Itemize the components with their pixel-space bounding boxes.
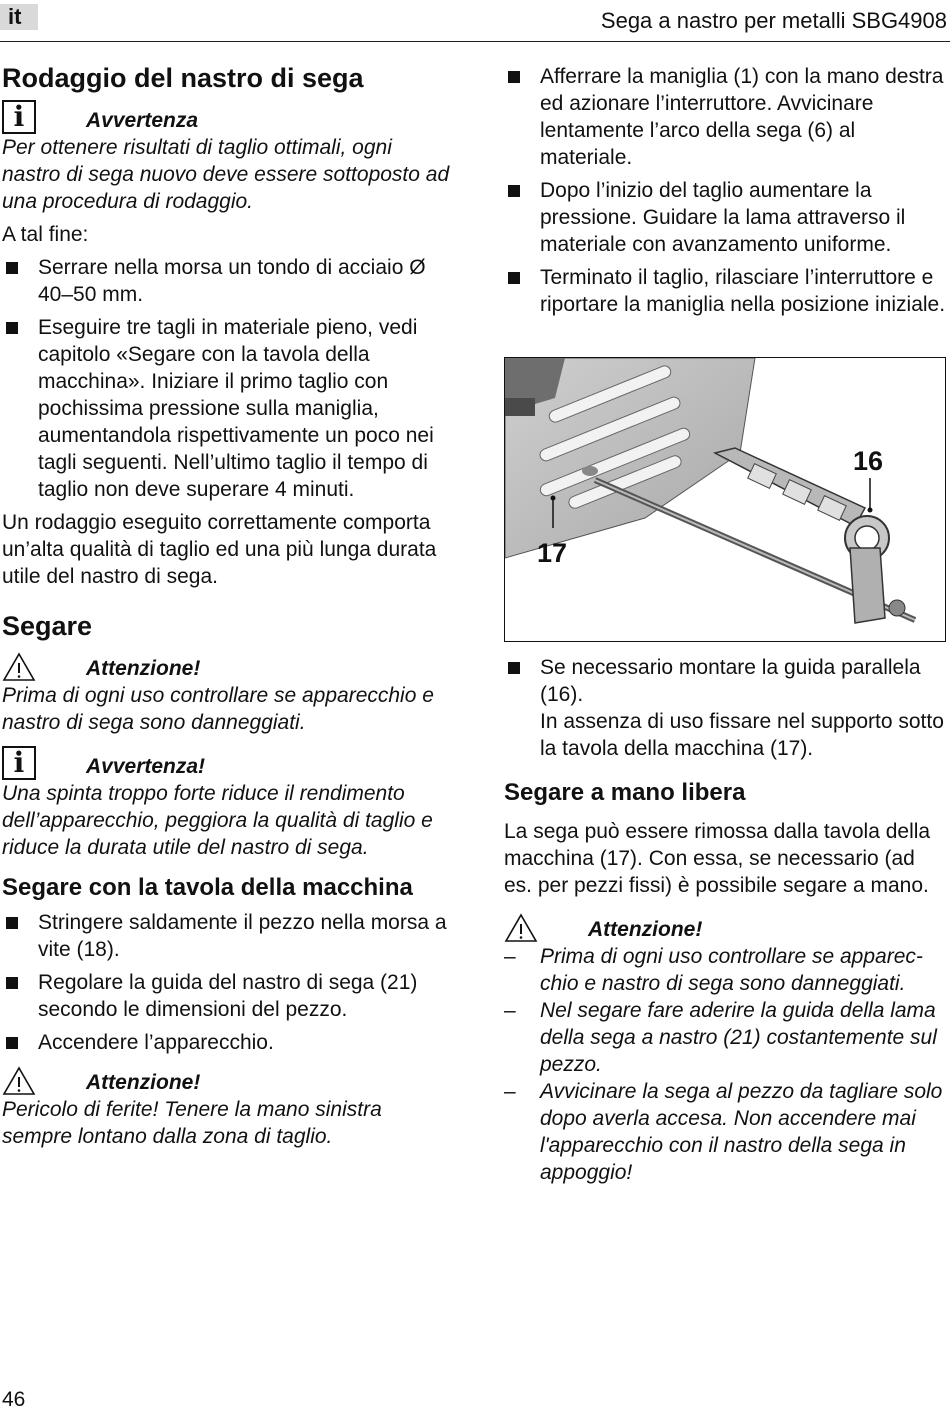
right-column [504, 63, 948, 324]
info-icon: i [2, 746, 36, 780]
outro-text: Un rodaggio eseguito correttamente comporta un’alta qualità di taglio ed una più lunga durata utile del nastro di sega. [2, 511, 437, 588]
warning-icon [2, 652, 36, 682]
right-column-lower [504, 654, 948, 1186]
list-item: Afferrare la maniglia (1) con la mano destra ed azionare l’interruttore. Avvicinare lentamente l’arco della sega (6) al materiale. [504, 63, 948, 171]
dash-item: – Prima di ogni uso controllare se apparec-chio e nastro di sega sono danneggiati. [504, 945, 923, 995]
list-item: Accendere l’apparecchio. [2, 1029, 452, 1056]
warning-icon [504, 913, 538, 943]
header-divider [0, 41, 950, 42]
warning-heading: Attenzione! [86, 1071, 201, 1094]
saw-table-illustration [505, 358, 946, 642]
figure-label: 16 [853, 446, 884, 476]
bullet-icon [6, 262, 18, 274]
body-text: La sega può essere rimossa dalla tavola della macchina (17). Con essa, se necessario (ad es. per pezzi fissi) è possibile segare a mano. [504, 820, 931, 897]
bullet-icon [6, 1037, 18, 1049]
note-text: Per ottenere risultati di taglio ottimali, ogni nastro di sega nuovo deve essere sottoposto ad una procedura di rodaggio. [2, 136, 450, 213]
note-heading: Avvertenza! [86, 755, 206, 778]
warning-text: Prima di ogni uso controllare se apparecchio e nastro di sega sono danneggiati. [2, 684, 434, 734]
bullet-icon [508, 272, 520, 284]
bullet-icon [6, 917, 18, 929]
bullet-icon [508, 71, 520, 83]
bullet-icon [6, 322, 18, 334]
note-heading: Avvertenza [86, 109, 199, 132]
list-item: Stringere saldamente il pezzo nella morsa a vite (18). [2, 909, 452, 963]
figure-label: 17 [537, 538, 568, 568]
warning-heading: Attenzione! [588, 918, 703, 941]
note-text: Una spinta troppo forte riduce il rendimento dell’apparecchio, peggiora la qualità di taglio e riduce la durata utile del nastro di sega. [2, 782, 433, 859]
bullet-icon [508, 662, 520, 674]
list-item: Serrare nella morsa un tondo di acciaio Ø 40–50 mm. [2, 254, 452, 308]
document-title: Sega a nastro per metalli SBG4908 [600, 8, 947, 33]
intro-text: A tal fine: [2, 223, 89, 246]
list-item: Eseguire tre tagli in materiale pieno, vedi capitolo «Segare con la tavola della macchina». Iniziare il primo taglio con pochissima pressione sulla maniglia, aumentandola rispettivamente un poco nei tagli seguenti. Nell’ultimo taglio il tempo di taglio non deve superare 4 minuti. [2, 314, 452, 503]
list-item: Regolare la guida del nastro di sega (21) secondo le dimensioni del pezzo. [2, 969, 452, 1023]
section-title-mano-libera: Segare a mano libera [504, 779, 746, 806]
bullet-icon [6, 977, 18, 989]
section-title-rodaggio: Rodaggio del nastro di sega [2, 63, 364, 93]
list-item: Se necessario montare la guida parallela (16). In assenza di uso fissare nel supporto sotto la tavola della macchina (17). [504, 654, 948, 762]
figure-parallel-guide [504, 357, 946, 642]
bullet-icon [508, 185, 520, 197]
dash-item: – Nel segare fare aderire la guida della lama della sega a nastro (21) costantemente sul pezzo. [504, 999, 937, 1076]
info-icon: i [2, 100, 36, 134]
dash-item: – Avvicinare la sega al pezzo da tagliare solo dopo averla accesa. Non accendere mai l'apparecchio con il nastro della sega in appoggio! [504, 1080, 943, 1184]
warning-icon [2, 1066, 36, 1096]
left-column [2, 62, 452, 1150]
list-item: Terminato il taglio, rilasciare l’interruttore e riportare la maniglia nella posizione iniziale. [504, 264, 948, 318]
warning-text: Pericolo di ferite! Tenere la mano sinistra sempre lontano dalla zona di taglio. [2, 1098, 382, 1148]
section-title-segare: Segare [2, 611, 93, 641]
list-item: Dopo l’inizio del taglio aumentare la pressione. Guidare la lama attraverso il materiale con avanzamento uniforme. [504, 177, 948, 258]
page-number: 46 [2, 1388, 26, 1411]
language-tab: it [0, 4, 38, 30]
warning-heading: Attenzione! [86, 657, 201, 680]
section-title-tavola: Segare con la tavola della macchina [2, 874, 413, 901]
